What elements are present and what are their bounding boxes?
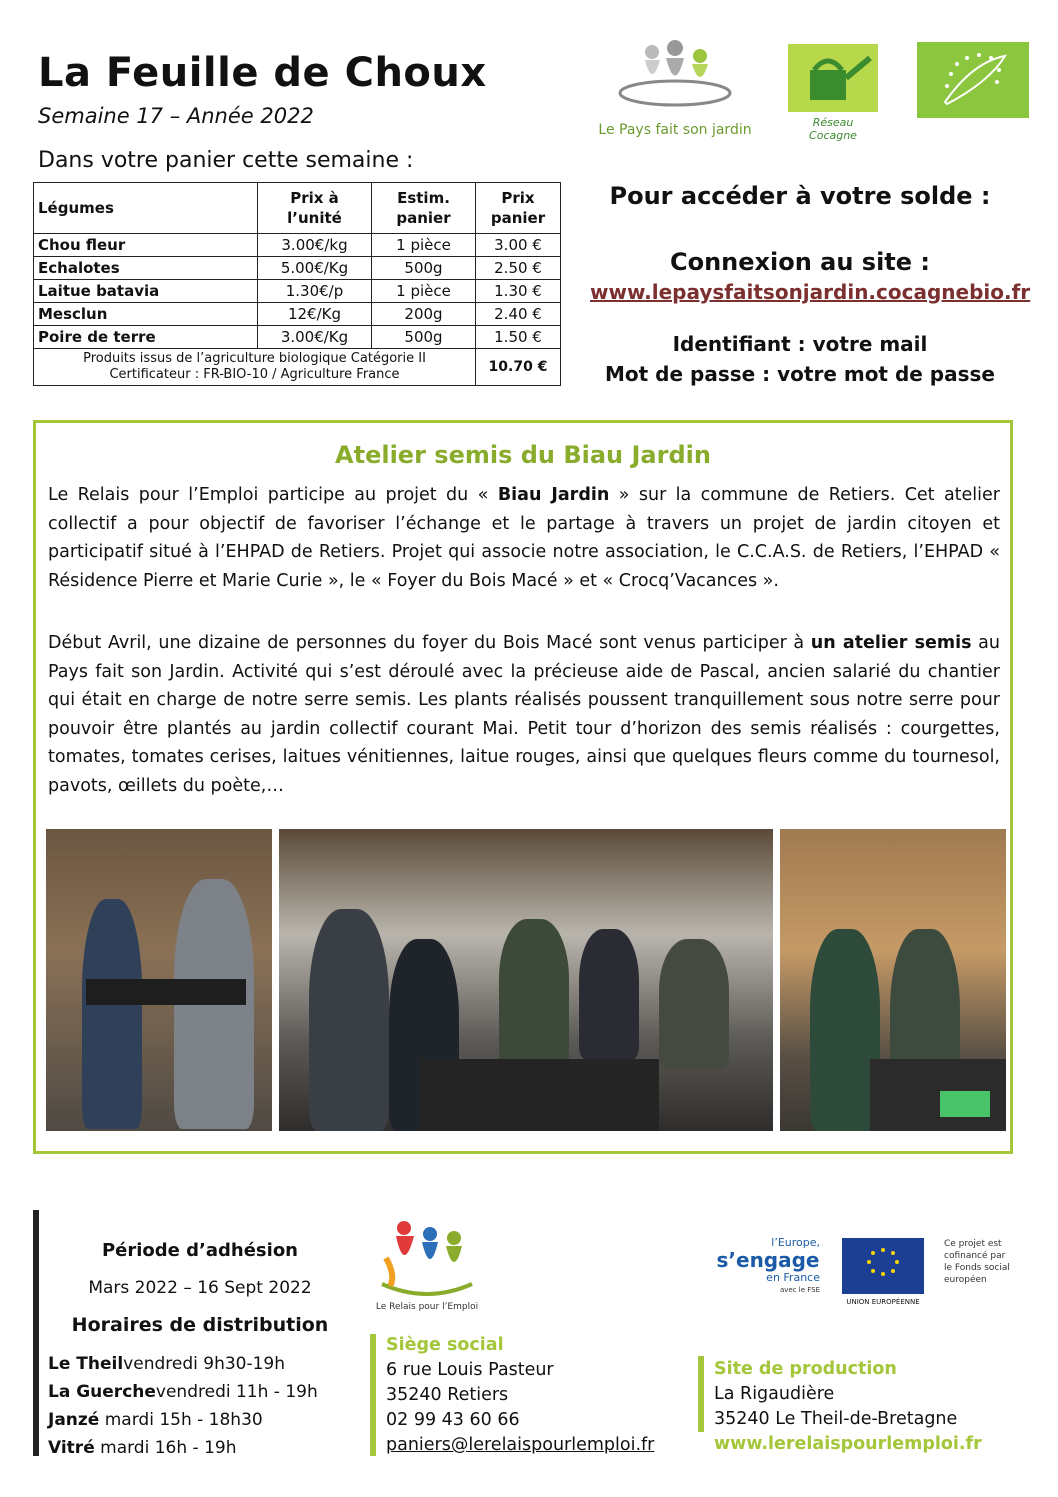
eu-funding-block [716,1236,1016,1308]
eu-cofinance-note: Ce projet est cofinancé par le Fonds social européen [944,1239,1010,1285]
schedule-time: vendredi 11h - 19h [155,1382,318,1402]
watering-can-icon [788,44,878,112]
column-header: Légumes [34,183,258,234]
siege-social-block [386,1333,654,1458]
table-row [34,234,561,257]
column-header: Prix à l’unité [258,183,372,234]
list-item [48,1434,318,1462]
estimate: 1 pièce [372,280,476,303]
column-header: Estim. panier [372,183,476,234]
price: 2.40 € [476,303,561,326]
siege-city: 35240 Retiers [386,1385,509,1405]
cocagne-logo-caption: Réseau Cocagne [809,116,857,142]
photo-group-sowing-workshop [279,829,773,1131]
eu-organic-leaf-icon [917,42,1029,118]
unit-price: 3.00€/Kg [258,326,372,349]
paragraph-bold: un atelier semis [810,633,972,653]
unit-price: 1.30€/p [258,280,372,303]
relais-pour-emploi-logo [372,1218,482,1316]
list-item [48,1350,318,1378]
table-row [34,257,561,280]
photo-two-men-at-workbench [780,829,1006,1131]
relais-logo-caption: Le Relais pour l’Emploi [375,1302,479,1312]
production-divider [698,1356,704,1432]
pays-logo-caption: Le Pays fait son jardin [598,122,752,138]
footer-divider [33,1210,39,1456]
siege-phone: 02 99 43 60 66 [386,1410,520,1430]
production-title: Site de production [714,1359,897,1379]
vegetable-name: Laitue batavia [34,280,258,303]
eu-europe-text: l’Europe, [771,1236,820,1249]
price: 1.30 € [476,280,561,303]
pays-fait-son-jardin-logo [590,38,760,140]
eu-avec-text: avec le FSE [779,1286,820,1294]
schedule-place: Janzé [48,1410,100,1430]
paragraph-bold: Biau Jardin [497,485,610,505]
siege-street: 6 rue Louis Pasteur [386,1360,554,1380]
page-subtitle: Semaine 17 – Année 2022 [38,104,314,128]
password-text: Mot de passe : votre mot de passe [605,362,995,386]
article-paragraph-2 [48,629,1000,800]
periode-dates: Mars 2022 – 16 Sept 2022 [88,1278,312,1298]
estimate: 1 pièce [372,234,476,257]
vegetable-name: Poire de terre [34,326,258,349]
production-city: 35240 Le Theil-de-Bretagne [714,1409,958,1429]
list-item [48,1378,318,1406]
connexion-heading: Connexion au site : [669,248,931,276]
schedule-place: Vitré [48,1438,95,1458]
schedule-time: mardi 15h - 18h30 [99,1410,263,1430]
basket-total: 10.70 € [476,349,561,386]
table-row [34,326,561,349]
reseau-cocagne-logo [788,44,878,142]
eu-union-text: UNION EUROPÉENNE [846,1298,920,1306]
people-icon [372,1218,482,1298]
paragraph-text: Début Avril, une dizaine de personnes du foyer du Bois Macé sont venus participer à [48,633,811,653]
production-site-block [714,1357,982,1457]
production-place: La Rigaudière [714,1384,835,1404]
vegetable-name: Chou fleur [34,234,258,257]
certification-line-1: Produits issus de l’agriculture biologique Catégorie II [83,351,426,366]
price: 3.00 € [476,234,561,257]
paragraph-text: » sur la commune de Retiers. Cet atelier collectif a pour objectif de favoriser l’échange et le partage à travers un projet de jardin citoyen et participatif situé à l’EHPAD de Retiers. Projet qui associe notre association, le C.C.A.S. de Retiers, l’EHPAD « Résidence Pierre et Marie Curie », le « Foyer du Bois Macé » et « Crocq’Vacances ». [48,485,1000,591]
price: 1.50 € [476,326,561,349]
estimate: 200g [372,303,476,326]
certification-line-2: Certificateur : FR-BIO-10 / Agriculture France [109,367,400,382]
certification-note [34,349,476,386]
schedule-time: mardi 16h - 19h [94,1438,237,1458]
paragraph-text: au Pays fait son Jardin. Activité qui s’est déroulé avec la précieuse aide de Pascal, ancien salarié du chantier qui était en charge de notre serre semis. Les plants réalisés poussent tranquillement sous notre serre pour pouvoir être plantés au jardin collectif courant Mai. Petit tour d’horizon des semis réalisés : courgettes, tomates, tomates cerises, laitues vénitiennes, laitue rouges, ainsi que quelques fleurs comme du tournesol, pavots, œillets du poète,… [48,633,1000,796]
siege-title: Siège social [386,1335,504,1355]
periode-title: Période d’adhésion [101,1240,298,1261]
paragraph-text: Le Relais pour l’Emploi participe au projet du « [48,485,498,505]
vegetable-name: Echalotes [34,257,258,280]
estimate: 500g [372,257,476,280]
eu-flag-icon [842,1238,924,1294]
eu-enfrance-text: en France [766,1271,820,1284]
table-header-row [34,183,561,234]
production-site-link[interactable]: www.lerelaispourlemploi.fr [714,1434,982,1454]
estimate: 500g [372,326,476,349]
distribution-schedule [48,1350,318,1462]
page-title: La Feuille de Choux [38,50,487,96]
article-paragraph-1 [48,481,1000,595]
europe-sengage-logo [716,1236,820,1297]
horaires-title: Horaires de distribution [71,1314,329,1336]
schedule-place: La Guerche [48,1382,156,1402]
unit-price: 5.00€/Kg [258,257,372,280]
schedule-place: Le Theil [48,1354,124,1374]
eu-organic-logo [917,42,1029,118]
vegetable-name: Mesclun [34,303,258,326]
article-title: Atelier semis du Biau Jardin [335,441,711,469]
table-footer-row [34,349,561,386]
identifiant-text: Identifiant : votre mail [672,332,928,356]
eu-flag-logo [842,1238,924,1306]
people-garden-icon [590,38,760,118]
table-row [34,303,561,326]
column-header: Prix panier [476,183,561,234]
photo-two-men-with-seed-trays [46,829,272,1131]
unit-price: 12€/Kg [258,303,372,326]
table-row [34,280,561,303]
basket-heading: Dans votre panier cette semaine : [38,148,414,173]
eu-sengage-text: s’engage [716,1248,820,1272]
unit-price: 3.00€/kg [258,234,372,257]
basket-table [33,182,561,386]
list-item [48,1406,318,1434]
price: 2.50 € [476,257,561,280]
siege-divider [370,1334,376,1456]
solde-heading: Pour accéder à votre solde : [609,182,991,210]
article-box [33,420,1013,1154]
siege-email-link[interactable]: paniers@lerelaispourlemploi.fr [386,1435,655,1455]
schedule-time: vendredi 9h30-19h [123,1354,286,1374]
site-link[interactable]: www.lepaysfaitsonjardin.cocagnebio.fr [590,280,1031,304]
